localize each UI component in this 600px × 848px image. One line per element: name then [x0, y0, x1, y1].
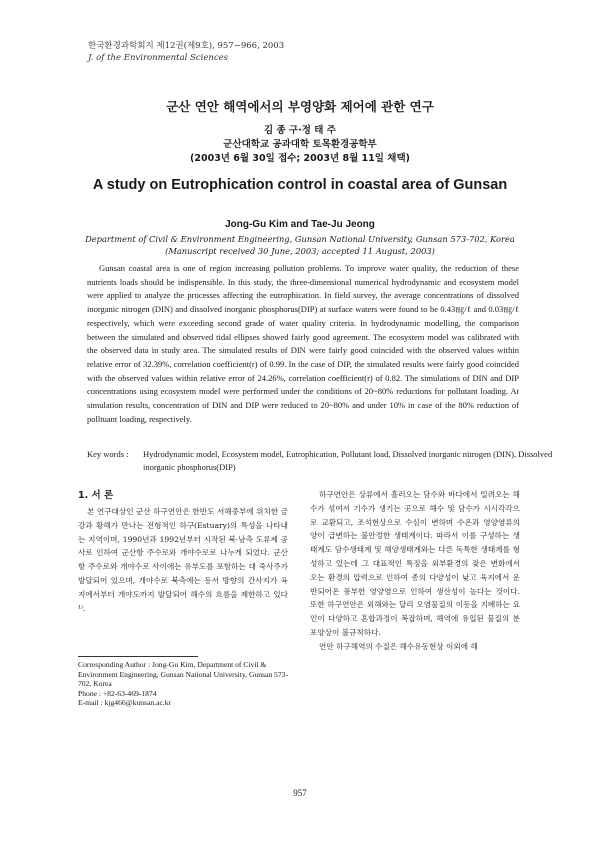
section-heading-introduction: 1. 서 론 — [78, 490, 114, 501]
intro-paragraph-right-1: 하구연안은 상류에서 흘러오는 담수와 바다에서 밀려오는 해수가 섞여서 기수가 생기는 곳으로 해수 및 담수가 시시각각으로 교환되고, 조석현상으로 수심이 변하며 수온과 영양염류의 양이 급변하는 불안정한 생태계이다. 따라서 이를 구성하는 생태계도 담수생태계 및 해양생태계와는 다른 독특한 생태계를 형성하고 있는데 그 대표적인 특징을 외부환경의 잦은 변화에서 오는 환경의 압력으로 인하여 종의 다양성이 낮고 육지에서 운반되어온 풍부한 영양염으로 인하여 생산성이 높다는 것이다. 또한 하구연안은 외해와는 달리 오염물질의 이동을 지배하는 요인이 다양하고 혼합과정이 복잡하며, 해역에 유입된 물질의 분포양상이 불규칙하다. — [310, 490, 520, 637]
footnote-phone: Phone : +82-63-469-1874 — [78, 688, 157, 698]
intro-paragraph-right-2: 연안 하구해역의 수질은 해수유동현상 이외에 해 — [319, 641, 478, 651]
title-korean: 군산 연안 해역에서의 부영양화 제어에 관한 연구 — [166, 99, 434, 114]
title-english: A study on Eutrophication control in coastal area of Gunsan — [92, 177, 508, 193]
journal-header — [88, 40, 284, 64]
journal-name-en: J. of the Environmental Sciences — [88, 53, 229, 63]
intro-paragraph-left: 본 연구대상인 군산 하구연안은 한반도 서해중부에 위치한 금강과 황해가 만나는 전형적인 하구(Estuary)의 특성을 나타내는 지역이며, 1990년과 1992년부터 시작된 북·남측 도류제 공사로 인하여 군산항 주수로와 개야수로로 나누게 되었다. 군산항 주수로와 개야수로 사이에는 유부도를 포함하는 대 죽사주가 발달되어 있으며, 개야수로 북측에는 동서 방향의 간사지가 육지에서부터 개야도까지 발달되어 해수의 흐름을 제한하고 있다¹⁾. — [78, 507, 288, 613]
dates-korean: (2003년 6월 30일 접수; 2003년 8월 11일 채택) — [190, 153, 410, 164]
abstract: Gunsan coastal area is one of region increasing pollution problems. To improve water quality, the reduction of these nutrients loads should be indispensible. In this study, the three-dimensional numerical hydrodynamic and ecosystem model were applied to analyze the processes affecting the eutrophication. In field survey, the average concentrations of dissolved inorganic nitrogen (DIN) and dissolved inorganic phosphorus(DIP) at surface waters were found to be 0.43㎎/ℓ and 0.03㎎/ℓ respectively, which were exceeding second grade of water quality criteria. In hydrodynamic modelling, the comparison between the simulated and observed tidal ellipses showed fairly good agreement. The ecosystem model was calibrated with the observed data in study area. The simulated results of DIN were fairly good coincided with the observed values within relative error of 32.39%, correlation coefficient(r) of 0.99. In the case of DIP, the simulated results were fairly good coincided with the observed values within relative error of 24.26%, correlation coefficient(r) of 0.82. The simulations of DIN and DIP concentrations using ecosystem model were performed under the conditions of 20~80% reductions for pollutant loading. At simulation results, concentration of DIN and DIP were reduced to 20~80% and under 10% in case of the 80% reduction of polltuant loading, respectively. — [87, 263, 519, 424]
keywords-block — [87, 448, 575, 474]
footnote-divider — [78, 656, 198, 657]
affiliation-korean: 군산대학교 공과대학 토목환경공학부 — [223, 139, 377, 150]
journal-citation-ko: 한국환경과학회지 제12권(제9호), 957~966, 2003 — [88, 41, 285, 51]
column-right — [310, 488, 520, 654]
footnote-author: Corresponding Author : Jong-Gu Kim, Department of Civil & Environment Engineering, Gunsan National University, Gunsan 573-702, Korea — [78, 660, 288, 689]
corresponding-author-footnote — [78, 660, 288, 708]
affiliation-english: Department of Civil & Environment Engineering, Gunsan National University, Gunsan 573-702, Korea — [85, 234, 515, 244]
affiliation-english-block — [0, 233, 600, 257]
column-left — [78, 488, 288, 615]
keywords-label: Key words : — [87, 449, 129, 459]
keywords-list: Hydrodynamic model, Ecosystem model, Eutrophication, Pollutant load, Dissolved inorganic nitrogen (DIN), Dissolved inorganic phosphorus(DIP) — [143, 449, 553, 472]
page-number: 957 — [293, 788, 307, 798]
authors-korean: 김 종 구·정 태 주 — [264, 125, 336, 136]
authors-english: Jong-Gu Kim and Tae-Ju Jeong — [225, 219, 375, 230]
manuscript-dates: (Manuscript received 30 June, 2003; accepted 11 August, 2003) — [165, 246, 435, 256]
footnote-email: E-mail : kjg466@kunsan.ac.kr — [78, 698, 172, 708]
